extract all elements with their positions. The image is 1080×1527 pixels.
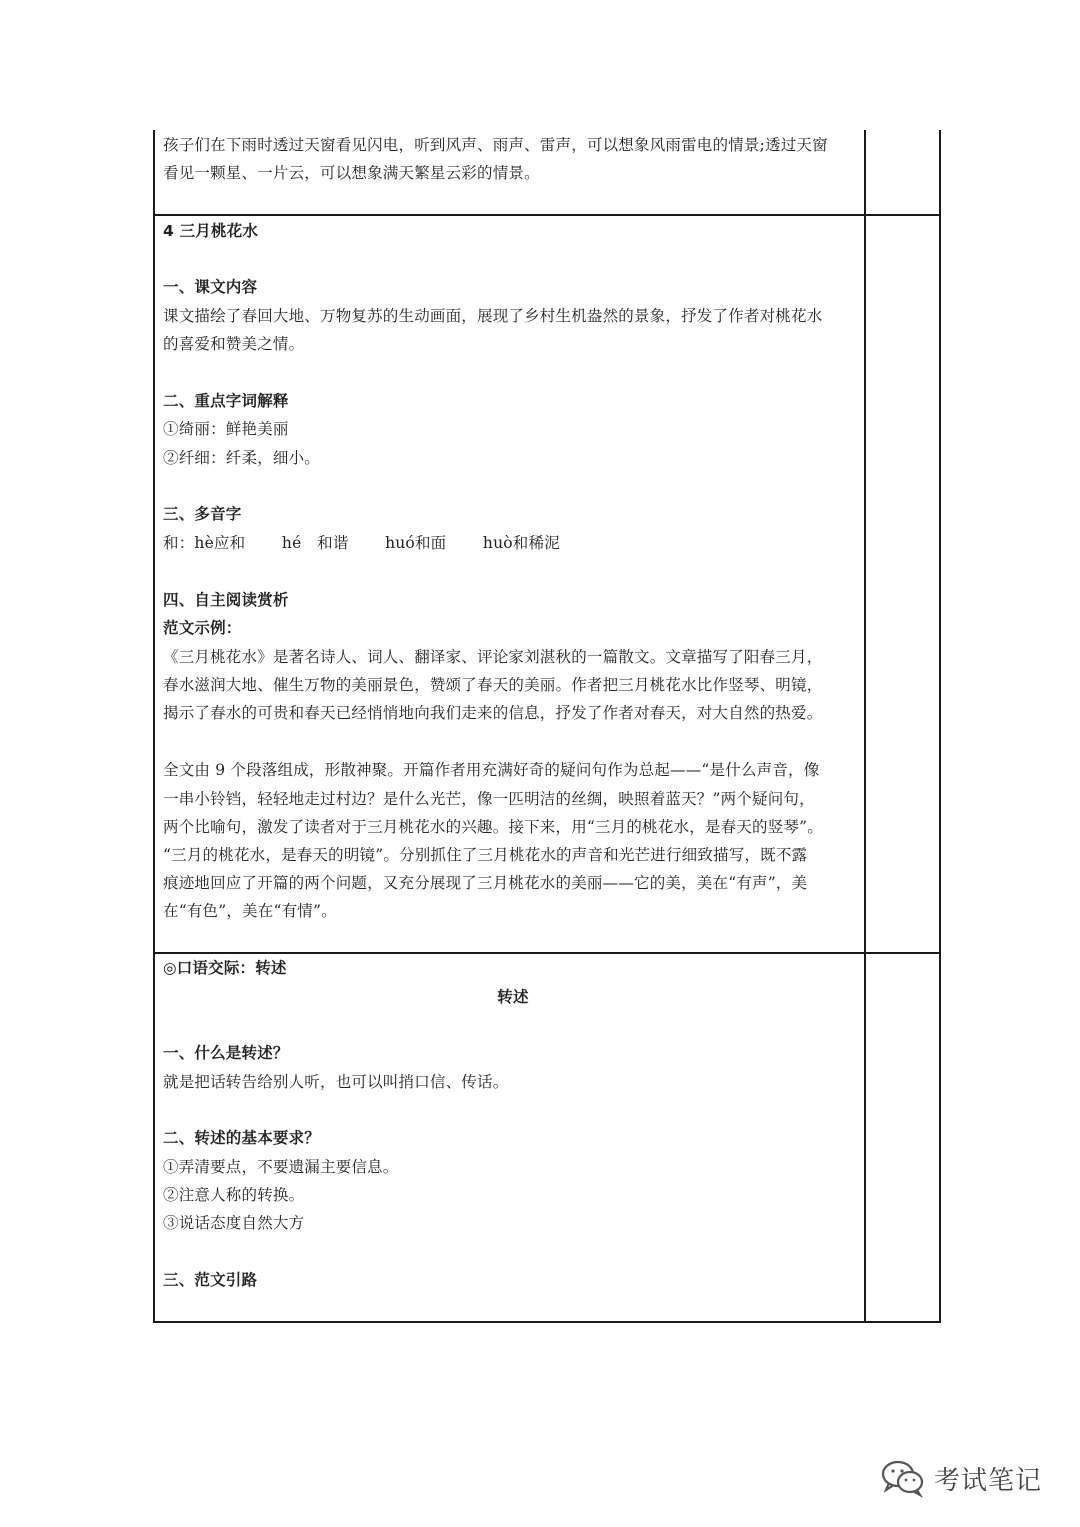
list-item: ①绮丽：鲜艳美丽 — [163, 420, 289, 438]
paragraph-line: 的喜爱和赞美之情。 — [163, 335, 305, 353]
paragraph-line: 一串小铃铛，轻轻地走过村边？是什么光芒，像一匹明洁的丝绸，映照着蓝天？”两个疑问句， — [163, 790, 815, 808]
section-heading: 一、什么是转述？ — [163, 1044, 289, 1062]
paragraph-line: 看见一颗星、一片云，可以想象满天繁星云彩的情景。 — [163, 164, 540, 182]
section-heading: 三、多音字 — [163, 505, 242, 523]
row-divider — [153, 214, 941, 216]
list-item: ①弄清要点，不要遗漏主要信息。 — [163, 1158, 399, 1176]
paragraph-line: 就是把话转告给别人听，也可以叫捎口信、传话。 — [163, 1073, 509, 1091]
section-heading: 一、课文内容 — [163, 278, 258, 296]
table-bottom-border — [153, 1321, 941, 1323]
paragraph-line: 痕迹地回应了开篇的两个问题，又充分展现了三月桃花水的美丽——它的美，美在“有声”，美 — [163, 874, 808, 892]
sub-heading: 范文示例： — [163, 619, 242, 637]
table-left-border — [153, 130, 155, 1323]
paragraph-line: 孩子们在下雨时透过天窗看见闪电，听到风声、雨声、雷声，可以想象风雨雷电的情景;透过天窗 — [163, 136, 828, 154]
table-right-border — [939, 130, 941, 1323]
paragraph-line: “三月的桃花水，是春天的明镜”。分别抓住了三月桃花水的声音和光芒进行细致描写，既不露 — [163, 846, 808, 864]
paragraph-line: 全文由 9 个段落组成，形散神聚。开篇作者用充满好奇的疑问句作为总起——“是什么声音，像 — [163, 761, 820, 779]
list-item: ②注意人称的转换。 — [163, 1186, 305, 1204]
centered-title: 转述 — [497, 988, 529, 1006]
list-item: ③说话态度自然大方 — [163, 1214, 305, 1232]
lesson-title: 4 三月桃花水 — [163, 222, 259, 240]
paragraph-line: 春水滋润大地、催生万物的美丽景色，赞颂了春天的美丽。作者把三月桃花水比作竖琴、明镜， — [163, 676, 823, 694]
paragraph-line: 《三月桃花水》是著名诗人、词人、翻译家、评论家刘湛秋的一篇散文。文章描写了阳春三月， — [163, 648, 823, 666]
section-heading: 二、重点字词解释 — [163, 392, 289, 410]
paragraph-line: 在“有色”，美在“有情”。 — [163, 902, 337, 920]
watermark — [880, 1458, 1042, 1498]
watermark-text: 考试笔记 — [934, 1465, 1043, 1496]
paragraph-line: 课文描绘了春回大地、万物复苏的生动画面，展现了乡村生机盎然的景象，抒发了作者对桃花水 — [163, 307, 823, 325]
wechat-icon — [880, 1458, 926, 1498]
section-heading: 四、自主阅读赏析 — [163, 591, 289, 609]
section-heading: 三、范文引路 — [163, 1271, 258, 1289]
paragraph-line: 两个比喻句，激发了读者对于三月桃花水的兴趣。接下来，用“三月的桃花水，是春天的竖琴”。 — [163, 818, 823, 836]
section-heading: 二、转述的基本要求？ — [163, 1129, 321, 1147]
list-item: ②纤细：纤柔，细小。 — [163, 449, 321, 467]
paragraph-line: 揭示了春水的可贵和春天已经悄悄地向我们走来的信息，抒发了作者对春天，对大自然的热爱。 — [163, 704, 823, 722]
lesson-title: ◎口语交际：转述 — [163, 959, 287, 977]
polyphone-line: 和：hè应和 hé 和谐 huó和面 huò和稀泥 — [163, 534, 560, 552]
row-divider — [153, 952, 941, 954]
table-divider — [864, 130, 866, 1323]
